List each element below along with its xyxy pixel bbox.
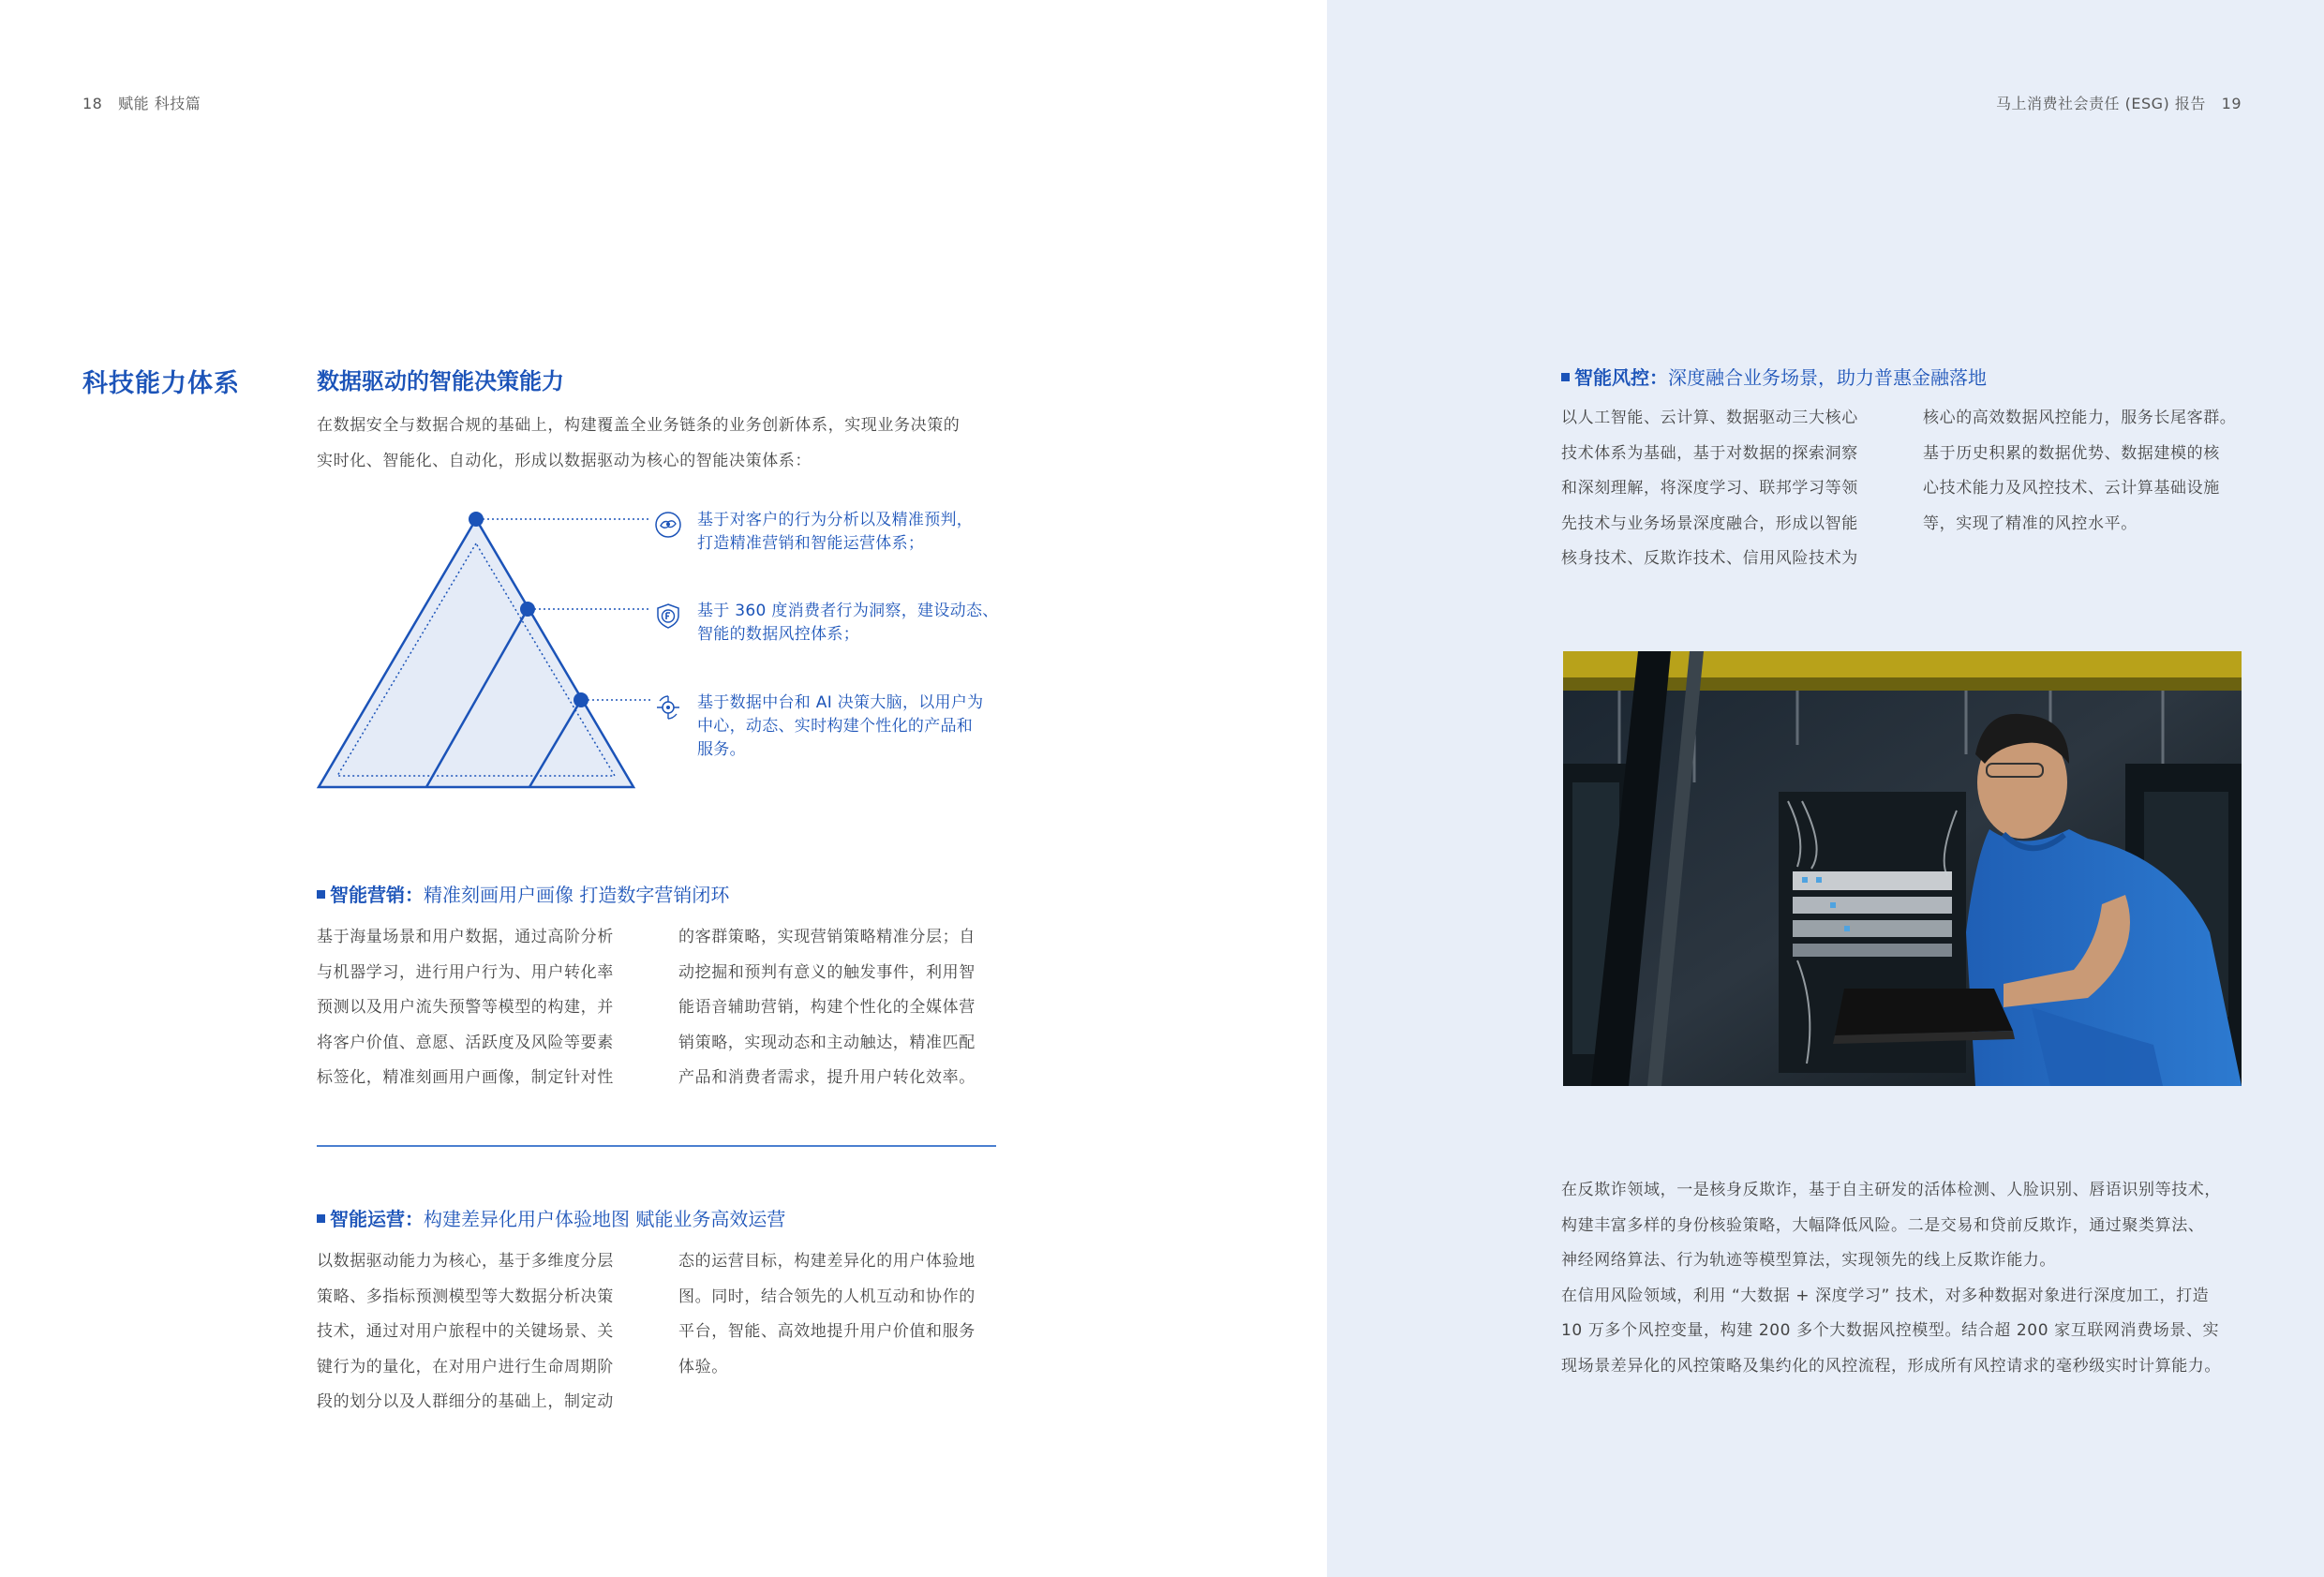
operations-heading <box>317 1204 785 1231</box>
intro-line: 在数据安全与数据合规的基础上，构建覆盖全业务链条的业务创新体系，实现业务决策的 <box>317 416 961 435</box>
text-line: 基于历史积累的数据优势、数据建模的核 <box>1923 443 2220 463</box>
operations-label: 智能运营： <box>330 1208 424 1230</box>
text-line: 将客户价值、意愿、活跃度及风险等要素 <box>317 1033 614 1052</box>
right-page-header <box>1996 92 2242 113</box>
section-divider <box>317 1145 996 1147</box>
text-line: 与机器学习，进行用户行为、用户转化率 <box>317 962 614 982</box>
risk-title: 深度融合业务场景，助力普惠金融落地 <box>1668 366 1987 389</box>
text-line: 在信用风险领域，利用 “大数据 + 深度学习” 技术，对多种数据对象进行深度加工，打造 <box>1561 1286 2210 1305</box>
text-line: 心技术能力及风控技术、云计算基础设施 <box>1923 479 2220 498</box>
report-title: 马上消费社会责任 (ESG) 报告 <box>1996 95 2206 112</box>
text-line: 技术，通过对用户旅程中的关键场景、关 <box>317 1322 614 1341</box>
text-line: 图。同时，结合领先的人机互动和协作的 <box>678 1287 976 1306</box>
risk-shield-icon <box>654 602 682 630</box>
left-page-header <box>82 92 201 113</box>
text-line: 能语音辅助营销，构建个性化的全媒体营 <box>678 998 976 1017</box>
operations-col-2 <box>678 1244 1006 1385</box>
section-label: 赋能 科技篇 <box>118 95 201 112</box>
operations-title: 构建差异化用户体验地图 赋能业务高效运营 <box>424 1208 786 1230</box>
square-bullet-icon <box>317 1214 325 1223</box>
diagram-connectors <box>473 506 661 731</box>
square-bullet-icon <box>317 890 325 899</box>
risk-col-2 <box>1923 401 2260 542</box>
diagram-item-line: 基于数据中台和 AI 决策大脑，以用户为 <box>697 693 984 712</box>
text-line: 以人工智能、云计算、数据驱动三大核心 <box>1561 409 1858 427</box>
text-line: 在反欺诈领域，一是核身反欺诈，基于自主研发的活体检测、人脸识别、唇语识别等技术， <box>1561 1181 2221 1199</box>
text-line: 销策略，实现动态和主动触达，精准匹配 <box>678 1033 976 1052</box>
diagram-item-line: 打造精准营销和智能运营体系； <box>697 534 925 553</box>
marketing-label: 智能营销： <box>330 884 424 906</box>
server-room-photo <box>1563 651 2242 1086</box>
text-line: 段的划分以及人群细分的基础上，制定动 <box>317 1392 614 1411</box>
diagram-item-line: 智能的数据风控体系； <box>697 625 859 644</box>
diagram-item-line: 中心，动态、实时构建个性化的产品和 <box>697 717 974 736</box>
text-line: 键行为的量化，在对用户进行生命周期阶 <box>317 1357 614 1376</box>
text-line: 神经网络算法、行为轨迹等模型算法，实现领先的线上反欺诈能力。 <box>1561 1251 2056 1270</box>
text-line: 核心的高效数据风控能力，服务长尾客群。 <box>1923 409 2237 427</box>
diagram-item-line: 服务。 <box>697 740 746 759</box>
text-line: 体验。 <box>678 1357 728 1376</box>
diagram-item-line: 基于对客户的行为分析以及精准预判， <box>697 511 974 529</box>
marketing-col-2 <box>678 920 1006 1096</box>
ai-brain-icon <box>654 693 682 722</box>
risk-heading <box>1561 363 1987 390</box>
risk-body-paragraph <box>1561 1173 2302 1384</box>
marketing-title: 精准刻画用户画像 打造数字营销闭环 <box>424 884 730 906</box>
risk-label: 智能风控： <box>1574 366 1668 389</box>
text-line: 现场景差异化的风控策略及集约化的风控流程，形成所有风控请求的毫秒级实时计算能力。 <box>1561 1356 2221 1376</box>
diagram-item-1 <box>697 509 1006 556</box>
page-number: 19 <box>2221 95 2242 112</box>
text-line: 标签化，精准刻画用户画像，制定针对性 <box>317 1068 614 1087</box>
text-line: 预测以及用户流失预警等模型的构建，并 <box>317 998 614 1017</box>
text-line: 态的运营目标，构建差异化的用户体验地 <box>678 1252 976 1271</box>
text-line: 先技术与业务场景深度融合，形成以智能 <box>1561 513 1858 533</box>
risk-col-1 <box>1561 401 1899 577</box>
marketing-col-1 <box>317 920 645 1096</box>
subtitle: 数据驱动的智能决策能力 <box>317 368 564 394</box>
intro-line: 实时化、智能化、自动化，形成以数据驱动为核心的智能决策体系： <box>317 451 812 470</box>
text-line: 平台，智能、高效地提升用户价值和服务 <box>678 1322 976 1341</box>
operations-col-1 <box>317 1244 645 1421</box>
right-page <box>1327 0 2324 1577</box>
diagram-item-3 <box>697 692 1006 762</box>
square-bullet-icon <box>1561 373 1570 381</box>
text-line: 等，实现了精准的风控水平。 <box>1923 513 2138 533</box>
intro-paragraph <box>317 409 1020 479</box>
text-line: 以数据驱动能力为核心，基于多维度分层 <box>317 1252 614 1271</box>
customer-behavior-icon <box>654 511 682 539</box>
text-line: 和深刻理解，将深度学习、联邦学习等领 <box>1561 479 1858 498</box>
text-line: 策略、多指标预测模型等大数据分析决策 <box>317 1287 614 1306</box>
text-line: 基于海量场景和用户数据，通过高阶分析 <box>317 928 614 946</box>
text-line: 的客群策略，实现营销策略精准分层；自 <box>678 928 976 946</box>
diagram-item-line: 基于 360 度消费者行为洞察，建设动态、 <box>697 602 999 620</box>
text-line: 构建丰富多样的身份核验策略，大幅降低风险。二是交易和贷前反欺诈，通过聚类算法、 <box>1561 1215 2205 1235</box>
marketing-heading <box>317 880 729 907</box>
text-line: 产品和消费者需求，提升用户转化效率。 <box>678 1068 976 1087</box>
section-title: 科技能力体系 <box>82 369 240 398</box>
page-number: 18 <box>82 95 103 112</box>
text-line: 技术体系为基础，基于对数据的探索洞察 <box>1561 443 1858 463</box>
text-line: 动挖掘和预判有意义的触发事件，利用智 <box>678 962 976 982</box>
text-line: 核身技术、反欺诈技术、信用风险技术为 <box>1561 549 1858 568</box>
text-line: 10 万多个风控变量，构建 200 多个大数据风控模型。结合超 200 家互联网消费场景、实 <box>1561 1321 2220 1340</box>
diagram-item-2 <box>697 600 1006 647</box>
